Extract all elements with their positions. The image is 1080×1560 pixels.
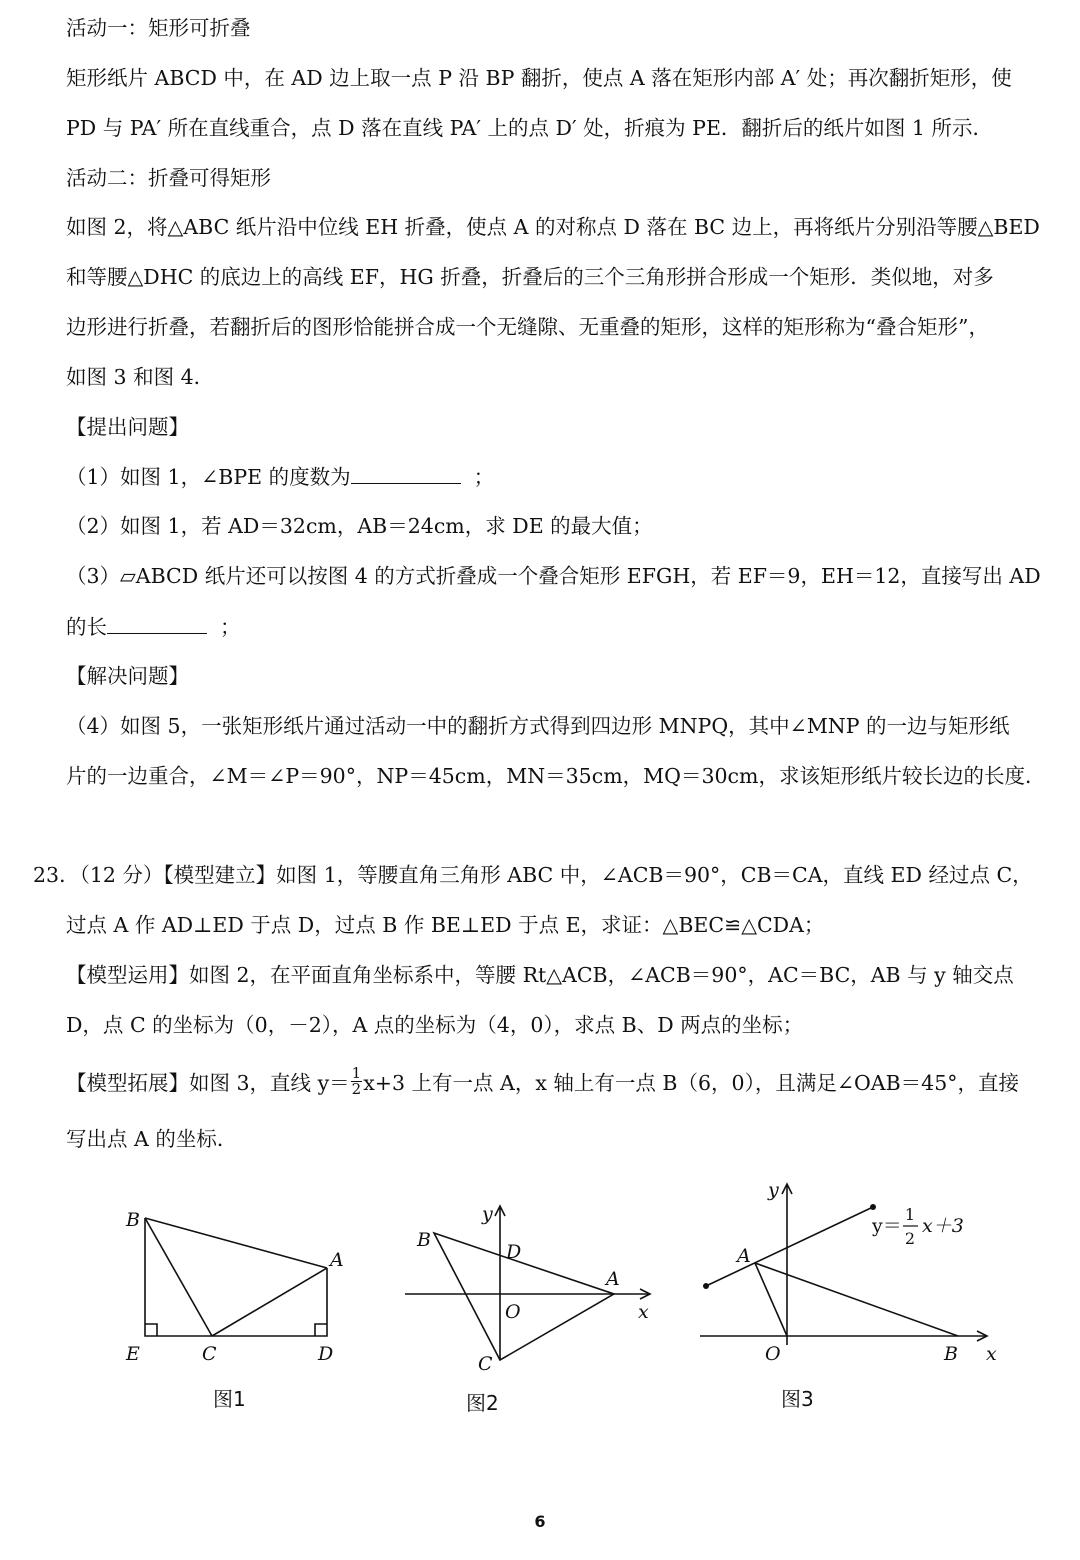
question-1-text: （1）如图 1，∠BPE 的度数为 [66, 465, 351, 489]
activity1-text-line1: 矩形纸片 ABCD 中，在 AD 边上取一点 P 沿 BP 翻折，使点 A 落在矩形内部 A′ 处；再次翻折矩形，使 [66, 66, 1012, 90]
fraction-one-half: $\frac{1}{2}$ [351, 1064, 362, 1098]
activity2-text-line1: 如图 2，将△ABC 纸片沿中位线 EH 折叠，使点 A 的对称点 D 落在 BC 边上，再将纸片分别沿等腰△BED [66, 215, 1040, 239]
figures-area [0, 1170, 1080, 1470]
question-1 [66, 461, 1060, 492]
fig3-label-O: O [765, 1343, 781, 1365]
fig3-line-endpoint-left [703, 1283, 709, 1289]
activity1-title: 活动一：矩形可折叠 [66, 16, 251, 40]
fig2-label-B: B [417, 1229, 431, 1251]
fig2-label-D: D [506, 1241, 522, 1263]
answer-blank-3[interactable] [107, 611, 207, 634]
question-4-line2: 片的一边重合，∠M＝∠P＝90°，NP＝45cm，MN＝35cm，MQ＝30cm，求该矩形纸片较长边的长度． [66, 764, 1046, 788]
fig1-label-C: C [202, 1343, 217, 1365]
question-4-line1: （4）如图 5，一张矩形纸片通过活动一中的翻折方式得到四边形 MNPQ，其中∠MNP 的一边与矩形纸 [66, 714, 1010, 738]
fig2-label-O: O [505, 1301, 521, 1323]
question-3-end: ； [220, 615, 241, 639]
svg-text:x＋3: x＋3 [922, 1215, 964, 1237]
activity1-text-line2: PD 与 PA′ 所在直线重合，点 D 落在直线 PA′ 上的点 D′ 处，折痕为 PE．翻折后的纸片如图 1 所示． [66, 116, 993, 140]
fig1-label-A: A [330, 1249, 344, 1271]
activity2-text-line3: 边形进行折叠，若翻折后的图形恰能拼合成一个无缝隙、无重叠的矩形，这样的矩形称为“叠合矩形”， [66, 315, 989, 339]
pose-heading: 【提出问题】 [66, 415, 189, 439]
svg-text:1: 1 [904, 1205, 916, 1224]
q23-line4: D，点 C 的坐标为（0，－2），A 点的坐标为（4，0），求点 B、D 两点的坐标； [66, 1013, 804, 1037]
svg-text:2: 2 [904, 1229, 916, 1248]
fig3-label-x: x [986, 1343, 997, 1365]
question-2: （2）如图 1，若 AD＝32cm，AB＝24cm，求 DE 的最大值； [66, 514, 653, 538]
fig1-segment-CA [212, 1268, 327, 1336]
q23-line2: 过点 A 作 AD⊥ED 于点 D，过点 B 作 BE⊥ED 于点 E，求证：△BEC≌△CDA； [66, 913, 825, 937]
fig3-label-y: y [768, 1179, 779, 1201]
fig1-segment-BC [145, 1218, 212, 1336]
fig1-caption: 图1 [213, 1387, 246, 1411]
fig1-right-angle-E [145, 1324, 157, 1336]
fig3-label-B: B [944, 1343, 958, 1365]
fig3-line-endpoint-right [870, 1204, 876, 1210]
fig1-label-E: E [126, 1343, 140, 1365]
fig2-label-C: C [478, 1353, 493, 1375]
fig1-rect-lines [145, 1218, 327, 1336]
question-3-line2 [66, 611, 1060, 642]
q23-line6: 写出点 A 的坐标． [66, 1127, 238, 1151]
fig2-label-A: A [606, 1268, 620, 1290]
question-1-end: ； [473, 465, 495, 489]
fig3-equation [871, 1205, 964, 1248]
fig1-right-angle-D [315, 1324, 327, 1336]
solve-heading: 【解决问题】 [66, 664, 189, 688]
fig3-segment-AO [755, 1263, 787, 1336]
fig1-label-B: B [126, 1209, 140, 1231]
activity2-text-line2: 和等腰△DHC 的底边上的高线 EF，HG 折叠，折叠后的三个三角形拼合形成一个矩形．类似地，对多 [66, 265, 994, 289]
fig1-segment-BA [145, 1218, 327, 1268]
q23-line5-start: 【模型拓展】如图 3，直线 y＝ [66, 1071, 350, 1095]
fig3-segment-AB [755, 1263, 958, 1336]
fig1-label-D: D [318, 1343, 334, 1365]
fig2-label-x: x [638, 1301, 649, 1323]
activity2-text-line4: 如图 3 和图 4． [66, 365, 215, 389]
q23-line3: 【模型运用】如图 2，在平面直角坐标系中，等腰 Rt△ACB，∠ACB＝90°，AC＝BC，AB 与 y 轴交点 [66, 963, 1014, 987]
question-3-text: 的长 [66, 615, 107, 639]
activity2-title: 活动二：折叠可得矩形 [66, 166, 271, 190]
q23-line5-end: x+3 上有一点 A，x 轴上有一点 B（6，0），且满足∠OAB＝45°，直接 [363, 1071, 1020, 1095]
question-3-line1: （3）▱ABCD 纸片还可以按图 4 的方式折叠成一个叠合矩形 EFGH，若 EF＝9，EH＝12，直接写出 AD [66, 564, 1041, 588]
figure-1 [145, 1218, 327, 1336]
fig3-label-A: A [737, 1245, 751, 1267]
q23-line5 [66, 1064, 1060, 1100]
fig3-line-graph [706, 1207, 873, 1286]
fig2-label-y: y [482, 1203, 493, 1225]
fig3-caption: 图3 [781, 1387, 814, 1411]
q23-line1: 23．（12 分）【模型建立】如图 1，等腰直角三角形 ABC 中，∠ACB＝90°，CB＝CA，直线 ED 经过点 C， [33, 863, 1033, 887]
answer-blank-1[interactable] [351, 461, 461, 484]
page-number: 6 [534, 1512, 546, 1531]
fig2-caption: 图2 [466, 1391, 499, 1415]
fig2-triangle-ABC [434, 1233, 614, 1360]
svg-text:y＝: y＝ [872, 1215, 902, 1237]
